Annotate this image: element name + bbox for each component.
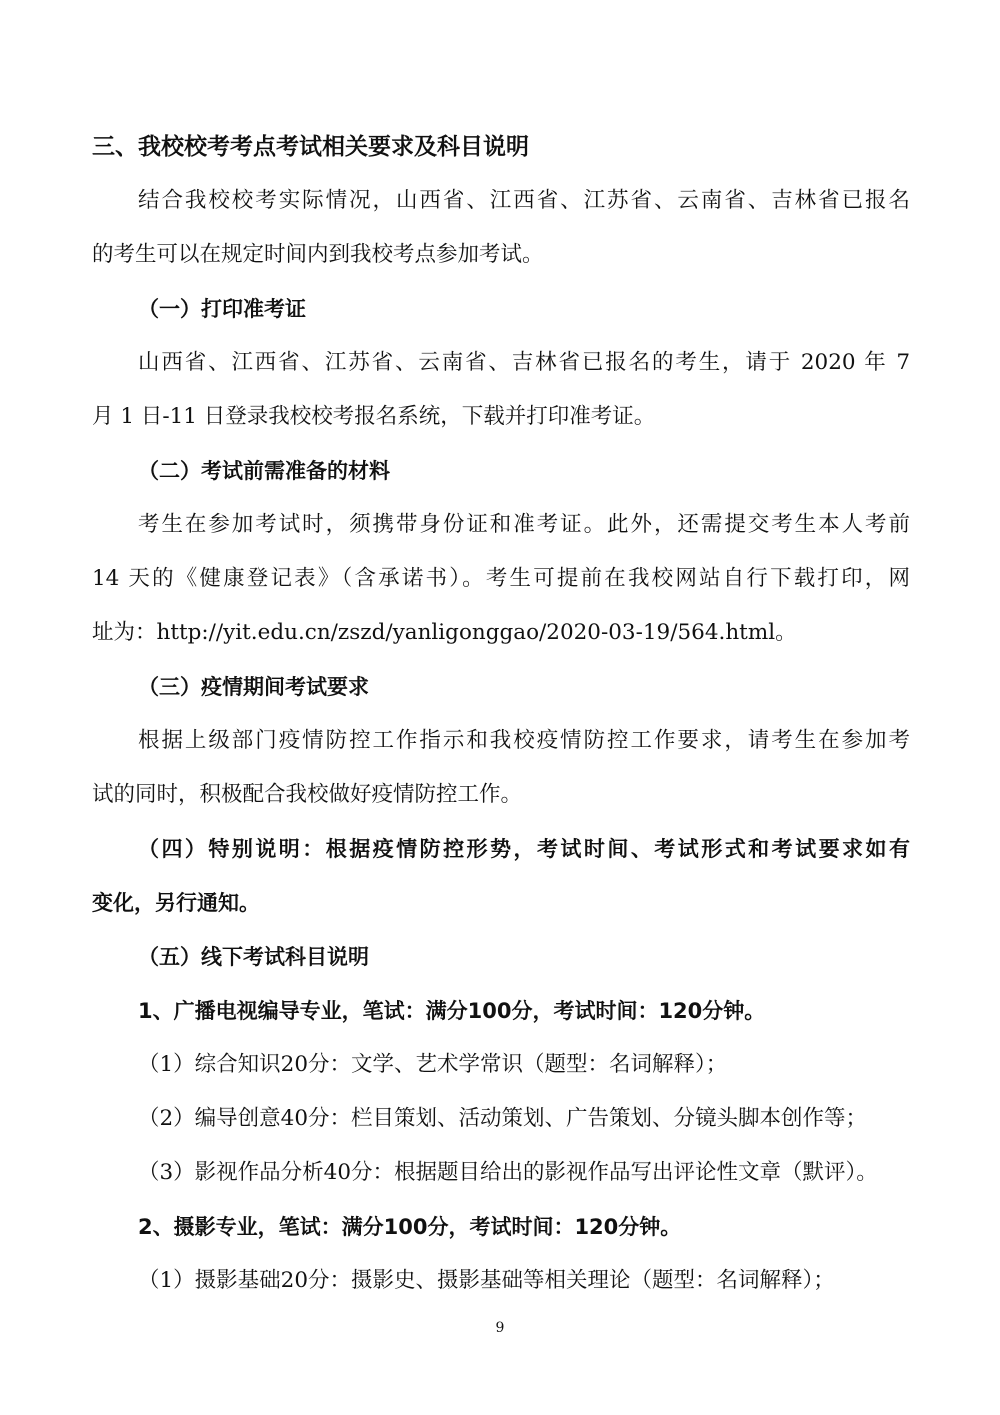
section-heading: 三、我校校考考点考试相关要求及科目说明: [92, 134, 529, 160]
section1-line-2: 月 1 日-11 日登录我校校考报名系统，下载并打印准考证。: [92, 404, 656, 429]
section3-title: （三）疫情期间考试要求: [138, 675, 369, 699]
subject-1-item-3: （3）影视作品分析40分：根据题目给出的影视作品写出评论性文章（默评）。: [138, 1160, 878, 1185]
section2-line-2: 14 天的《健康登记表》（含承诺书）。考生可提前在我校网站自行下载打印，网: [92, 566, 910, 591]
section3-line-1: 根据上级部门疫情防控工作指示和我校疫情防控工作要求，请考生在参加考: [138, 728, 910, 753]
section5-title: （五）线下考试科目说明: [138, 945, 369, 969]
subject-1-item-2: （2）编导创意40分：栏目策划、活动策划、广告策划、分镜头脚本创作等；: [138, 1106, 868, 1131]
section1-line-1: 山西省、江西省、江苏省、云南省、吉林省已报名的考生，请于 2020 年 7: [138, 350, 910, 375]
section4-line-2: 变化，另行通知。: [92, 891, 260, 915]
section2-title: （二）考试前需准备的材料: [138, 459, 390, 483]
page-number: 9: [495, 1320, 505, 1336]
subject-2-item-1: （1）摄影基础20分：摄影史、摄影基础等相关理论（题型：名词解释）；: [138, 1268, 835, 1293]
subject-1-title: 1、广播电视编导专业，笔试：满分100分，考试时间：120分钟。: [138, 999, 766, 1023]
subject-1-item-1: （1）综合知识20分：文学、艺术学常识（题型：名词解释）；: [138, 1052, 728, 1077]
section2-line-3: 址为：http://yit.edu.cn/zszd/yanligonggao/2020-03-19/564.html。: [92, 620, 797, 645]
subject-2-title: 2、摄影专业，笔试：满分100分，考试时间：120分钟。: [138, 1215, 682, 1239]
intro-line-2: 的考生可以在规定时间内到我校考点参加考试。: [92, 242, 544, 267]
intro-line-1: 结合我校校考实际情况，山西省、江西省、江苏省、云南省、吉林省已报名: [138, 188, 910, 213]
section4-line-1: （四）特别说明：根据疫情防控形势，考试时间、考试形式和考试要求如有: [138, 837, 910, 861]
section2-line-1: 考生在参加考试时，须携带身份证和准考证。此外，还需提交考生本人考前: [138, 512, 910, 537]
section3-line-2: 试的同时，积极配合我校做好疫情防控工作。: [92, 782, 523, 807]
section1-title: （一）打印准考证: [138, 297, 306, 321]
